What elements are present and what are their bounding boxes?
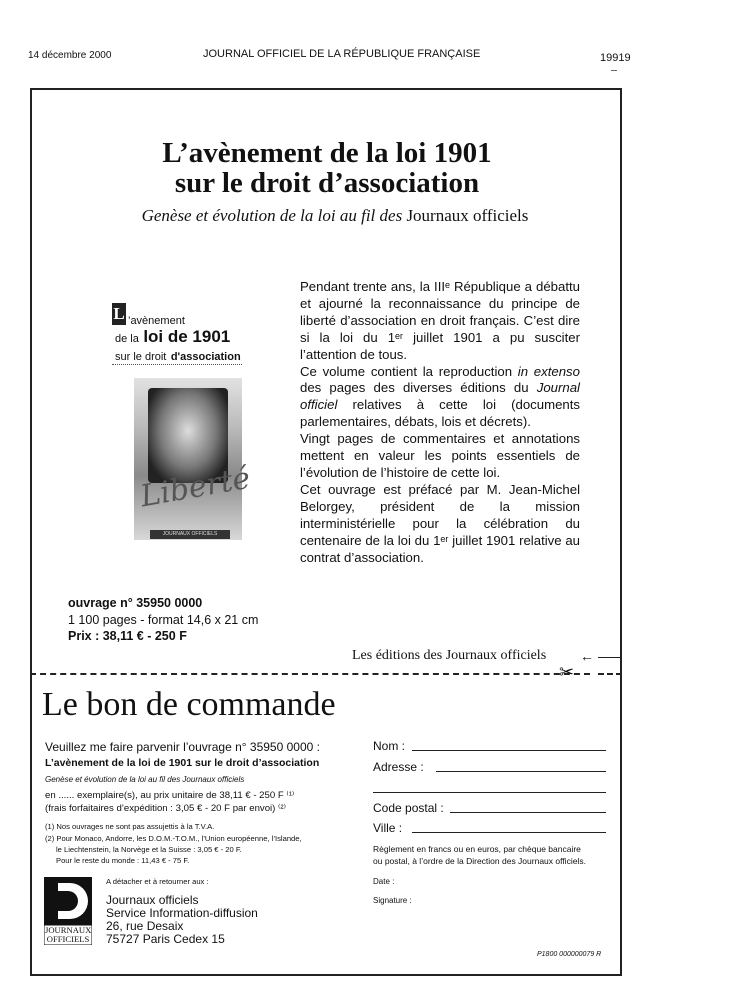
- order-quantity-line[interactable]: en ...... exemplaire(s), au prix unitaire de 38,11 € - 250 F ⁽¹⁾: [45, 790, 295, 801]
- cover-initial-letter: L: [113, 304, 125, 323]
- cover-publisher-label: JOURNAUX OFFICIELS: [150, 530, 230, 539]
- cover-line1: ’avènement: [128, 315, 185, 327]
- scissors-icon: ✂: [559, 662, 575, 682]
- description-p2-b: des pages des diverses éditions du: [300, 380, 529, 396]
- ad-subtitle-italic: Genèse et évolution de la loi au fil des: [141, 206, 403, 225]
- ad-title-line1: L’avènement de la loi 1901: [162, 137, 492, 169]
- cover-line2-b: loi de 1901: [143, 327, 231, 346]
- description-p2-a: Ce volume contient la reproduction: [300, 363, 513, 379]
- cover-signature: Liberté: [137, 460, 253, 515]
- logo-text: [45, 926, 91, 944]
- field-label-nom: Nom :: [373, 739, 406, 753]
- address-line-4: 75727 Paris Cedex 15: [106, 932, 225, 946]
- cover-dotted-rule: [112, 364, 242, 365]
- ouvrage-number: ouvrage n° 35950 0000: [68, 596, 203, 610]
- book-price: Prix : 38,11 € - 250 F: [68, 629, 187, 643]
- header-journal-title: JOURNAL OFFICIEL DE LA RÉPUBLIQUE FRANÇAISE: [203, 48, 481, 60]
- cover-line3-b: d'association: [170, 351, 241, 363]
- code-postal-input-line[interactable]: [450, 812, 606, 813]
- order-note-2c: Pour le reste du monde : 11,43 € - 75 F.: [56, 856, 190, 865]
- ad-title-line2: sur le droit d’association: [174, 167, 480, 199]
- description-paragraph-3: Vingt pages de commentaires et annotations mettent en valeur les points essentiels de l’évolution de l’histoire de cette loi.: [300, 431, 580, 480]
- reference-code: P1800 000000079 R: [537, 951, 602, 958]
- cover-line3-a: sur le droit: [115, 351, 167, 363]
- field-label-ville: Ville :: [373, 821, 403, 835]
- editions-label: Les éditions des Journaux officiels: [352, 648, 547, 663]
- address-line-3: 26, rue Desaix: [106, 919, 184, 933]
- field-label-code-postal: Code postal :: [373, 801, 444, 815]
- cover-line2: [115, 327, 230, 347]
- address-line-1: Journaux officiels: [106, 893, 199, 907]
- header-date: 14 décembre 2000: [28, 50, 112, 61]
- nom-input-line[interactable]: [412, 750, 606, 751]
- book-format: 1 100 pages - format 14,6 x 21 cm: [68, 613, 259, 627]
- logo-text-line2: OFFICIELS: [46, 934, 90, 944]
- description-p2-c: relatives à cette loi (documents parlementaires, débats, lois et décrets).: [300, 397, 581, 430]
- order-book-title: L’avènement de la loi de 1901 sur le droit d’association: [45, 757, 320, 769]
- order-form-title: Le bon de commande: [42, 686, 336, 723]
- arrow-left-icon: ←: [580, 648, 594, 664]
- margin-mark: [611, 70, 617, 71]
- payment-line-1: Règlement en francs ou en euros, par chèque bancaire: [373, 844, 581, 854]
- payment-line-2: ou postal, à l’ordre de la Direction des Journaux officiels.: [373, 856, 586, 866]
- ad-subtitle: [40, 206, 630, 226]
- adresse-input-line-2[interactable]: [373, 792, 606, 793]
- order-request: Veuillez me faire parvenir l’ouvrage n° 35950 0000 :: [45, 740, 320, 754]
- description-p2-italic2: Journal officiel: [300, 380, 580, 413]
- signature-label: Signature :: [373, 896, 412, 905]
- order-address: [106, 894, 258, 946]
- adresse-input-line[interactable]: [436, 771, 606, 772]
- description-p2-italic: in extenso: [517, 363, 580, 379]
- logo-text-line1: JOURNAUX: [45, 925, 92, 935]
- order-detach: A détacher et à retourner aux :: [106, 877, 209, 886]
- order-note-1: (1) Nos ouvrages ne sont pas assujettis à la T.V.A.: [45, 822, 215, 831]
- address-line-2: Service Information-diffusion: [106, 906, 258, 920]
- order-shipping-line: (frais forfaitaires d’expédition : 3,05 € - 20 F par envoi) ⁽²⁾: [45, 803, 286, 814]
- description-paragraph-1: Pendant trente ans, la IIIᵉ République a débattu et ajourné la reconnaissance du principe de liberté d’association en droit français. C’est dire si la loi du 1ᵉʳ juillet 1901 a pu susciter l’attention de tous.: [300, 279, 580, 362]
- cover-line3: [115, 347, 241, 365]
- order-note-2b: le Liechtenstein, la Norvège et la Suisse : 3,05 € - 20 F.: [56, 845, 242, 854]
- field-label-adresse: Adresse :: [373, 760, 424, 774]
- cover-line2-a: de la: [115, 333, 139, 345]
- order-book-subtitle: Genèse et évolution de la loi au fil des Journaux officiels: [45, 775, 245, 784]
- ville-input-line[interactable]: [412, 832, 606, 833]
- cut-line: [30, 673, 590, 675]
- ad-description: [300, 279, 580, 566]
- arrow-stem: [598, 657, 622, 658]
- description-paragraph-2: [300, 364, 580, 432]
- cut-line-end: [598, 673, 622, 675]
- header-page-number: 19919: [600, 52, 631, 64]
- date-label: Date :: [373, 877, 395, 886]
- description-paragraph-4: Cet ouvrage est préfacé par M. Jean-Michel Belorgey, président de la mission interministérielle pour la célébration du centenaire de la loi du 1ᵉʳ juillet 1901 relative au contrat d’association.: [300, 481, 580, 565]
- order-note-2: (2) Pour Monaco, Andorre, les D.O.M.-T.O.M., l’Union européenne, l’Islande,: [45, 834, 302, 843]
- ad-subtitle-roman: Journaux officiels: [406, 206, 529, 225]
